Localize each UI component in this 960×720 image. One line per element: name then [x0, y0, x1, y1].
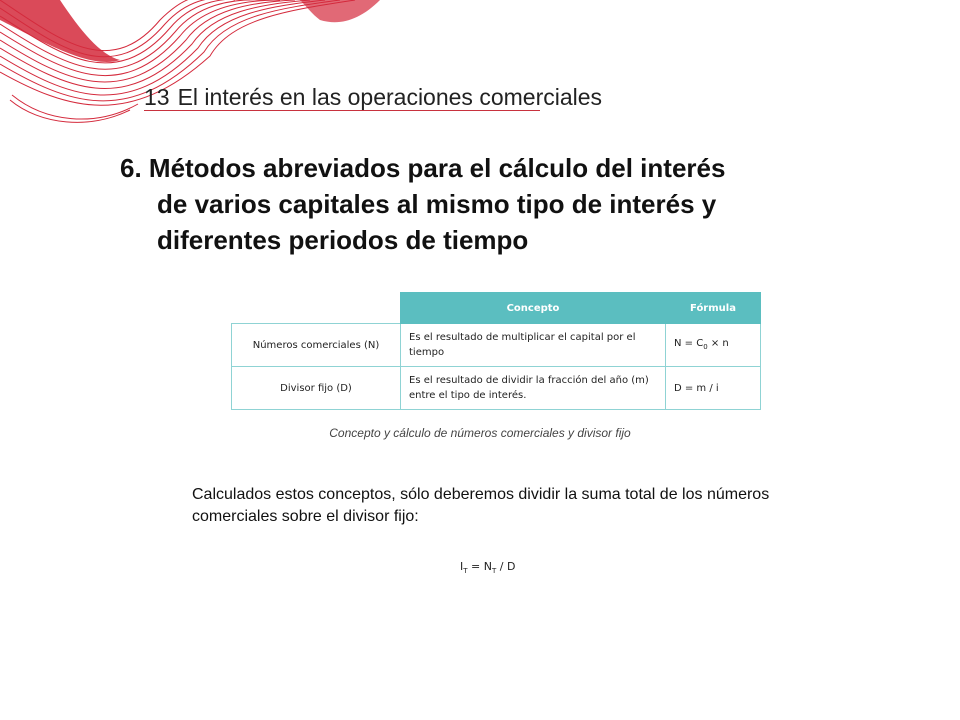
table-header-row [232, 293, 761, 324]
table-row [232, 324, 761, 367]
formula-subscript: T [491, 567, 497, 576]
chapter-underline [144, 110, 540, 111]
chapter-heading [144, 84, 602, 111]
table-row [232, 367, 761, 410]
body-paragraph: Calculados estos conceptos, sólo deberemos dividir la suma total de los números comerciales sobre el divisor fijo: [192, 486, 770, 525]
table-cell-concept: Es el resultado de dividir la fracción del año (m) entre el tipo de interés. [401, 367, 666, 410]
table-caption: Concepto y cálculo de números comerciales y divisor fijo [329, 426, 631, 440]
table-row-label: Divisor fijo (D) [232, 367, 401, 410]
concept-table [231, 292, 761, 410]
total-interest-formula [460, 560, 515, 575]
formula-part: × n [707, 337, 729, 349]
section-title-line-3: diferentes periodos de tiempo [157, 225, 529, 255]
table-cell-concept: Es el resultado de multiplicar el capital por el tiempo [401, 324, 666, 367]
table-header-concept: Concepto [401, 293, 666, 324]
section-title-line-2: de varios capitales al mismo tipo de interés y [157, 189, 717, 219]
formula-part: N = C [674, 337, 704, 349]
formula-subscript: T [463, 567, 468, 576]
table-header-formula: Fórmula [666, 293, 761, 324]
formula-part: I [460, 560, 464, 573]
table-cell-formula [666, 324, 761, 367]
section-title [120, 150, 840, 258]
formula-part: / D [496, 560, 516, 573]
formula-part: = N [467, 560, 492, 573]
section-title-line-1: 6. Métodos abreviados para el cálculo del interés [120, 153, 726, 183]
chapter-number: 13 [144, 84, 170, 110]
table-row-label: Números comerciales (N) [232, 324, 401, 367]
table-cell-formula: D = m / i [666, 367, 761, 410]
formula-subscript: 0 [703, 342, 708, 351]
table-header-blank [232, 293, 401, 324]
chapter-title: El interés en las operaciones comerciales [177, 84, 603, 110]
